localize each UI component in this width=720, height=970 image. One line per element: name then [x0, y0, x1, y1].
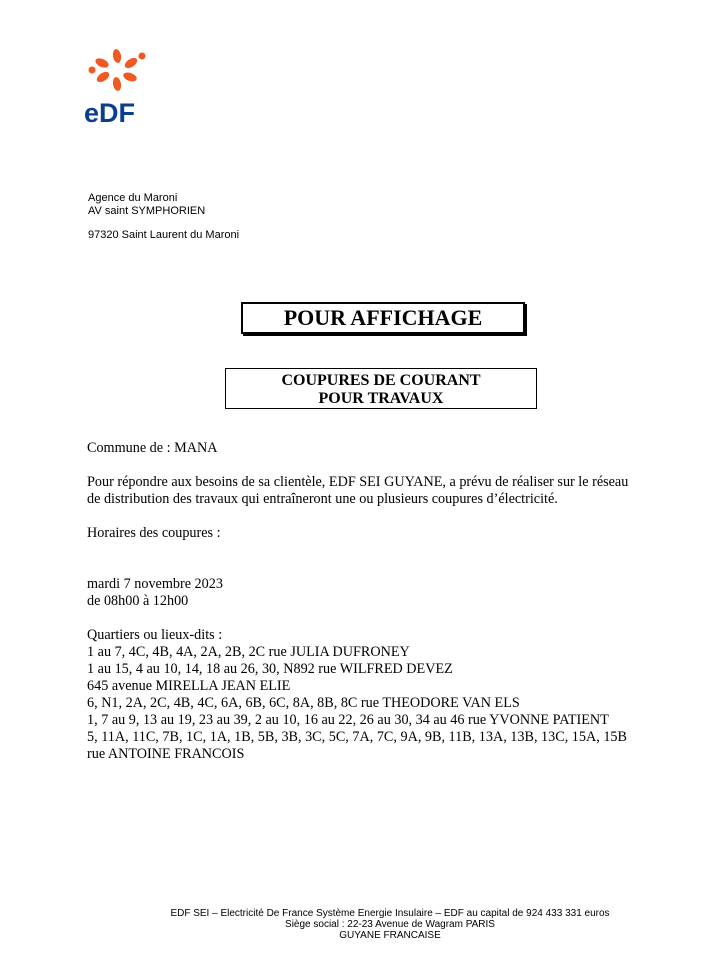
- footer-headquarters: Siège social : 22-23 Avenue de Wagram PARIS: [285, 919, 495, 930]
- location-line: rue ANTOINE FRANCOIS: [87, 746, 245, 762]
- location-line: 1 au 7, 4C, 4B, 4A, 2A, 2B, 2C rue JULIA DUFRONEY: [87, 644, 410, 660]
- outage-time: de 08h00 à 12h00: [87, 593, 189, 609]
- locations-label: Quartiers ou lieux-dits :: [87, 627, 223, 643]
- commune-line: Commune de : MANA: [87, 440, 218, 456]
- agency-city: 97320 Saint Laurent du Maroni: [88, 229, 240, 241]
- edf-wordmark: eDF: [84, 98, 136, 128]
- notice-title-box: [241, 302, 525, 334]
- edf-sun-icon: [84, 46, 154, 96]
- agency-address: [88, 192, 239, 242]
- notice-subtitle-line1: COUPURES DE COURANT: [281, 372, 481, 389]
- footer-company: EDF SEI – Electricité De France Système Energie Insulaire – EDF au capital de 924 433 331 euros: [170, 908, 610, 919]
- footer-region: GUYANE FRANCAISE: [339, 930, 441, 941]
- agency-name: Agence du Maroni: [88, 192, 178, 204]
- location-line: 1 au 15, 4 au 10, 14, 18 au 26, 30, N892 rue WILFRED DEVEZ: [87, 661, 453, 677]
- notice-body: [87, 440, 717, 763]
- intro-line-1: Pour répondre aux besoins de sa clientèle, EDF SEI GUYANE, a prévu de réaliser sur le réseau: [87, 474, 629, 490]
- notice-subtitle-box: [225, 368, 537, 409]
- location-line: 5, 11A, 11C, 7B, 1C, 1A, 1B, 5B, 3B, 3C, 5C, 7A, 7C, 9A, 9B, 11B, 13A, 13B, 13C, 15A, 15B: [87, 729, 627, 745]
- outage-date: mardi 7 novembre 2023: [87, 576, 223, 592]
- location-line: 645 avenue MIRELLA JEAN ELIE: [87, 678, 291, 694]
- notice-title: POUR AFFICHAGE: [283, 305, 483, 330]
- edf-logo: [84, 46, 154, 130]
- notice-subtitle-line2: POUR TRAVAUX: [318, 390, 444, 407]
- intro-line-2: de distribution des travaux qui entraîneront une ou plusieurs coupures d’électricité.: [87, 491, 558, 507]
- location-line: 6, N1, 2A, 2C, 4B, 4C, 6A, 6B, 6C, 8A, 8B, 8C rue THEODORE VAN ELS: [87, 695, 520, 711]
- agency-street: AV saint SYMPHORIEN: [88, 205, 206, 217]
- page-footer: [0, 908, 720, 941]
- location-line: 1, 7 au 9, 13 au 19, 23 au 39, 2 au 10, 16 au 22, 26 au 30, 34 au 46 rue YVONNE PATIENT: [87, 712, 609, 728]
- schedule-label: Horaires des coupures :: [87, 525, 221, 541]
